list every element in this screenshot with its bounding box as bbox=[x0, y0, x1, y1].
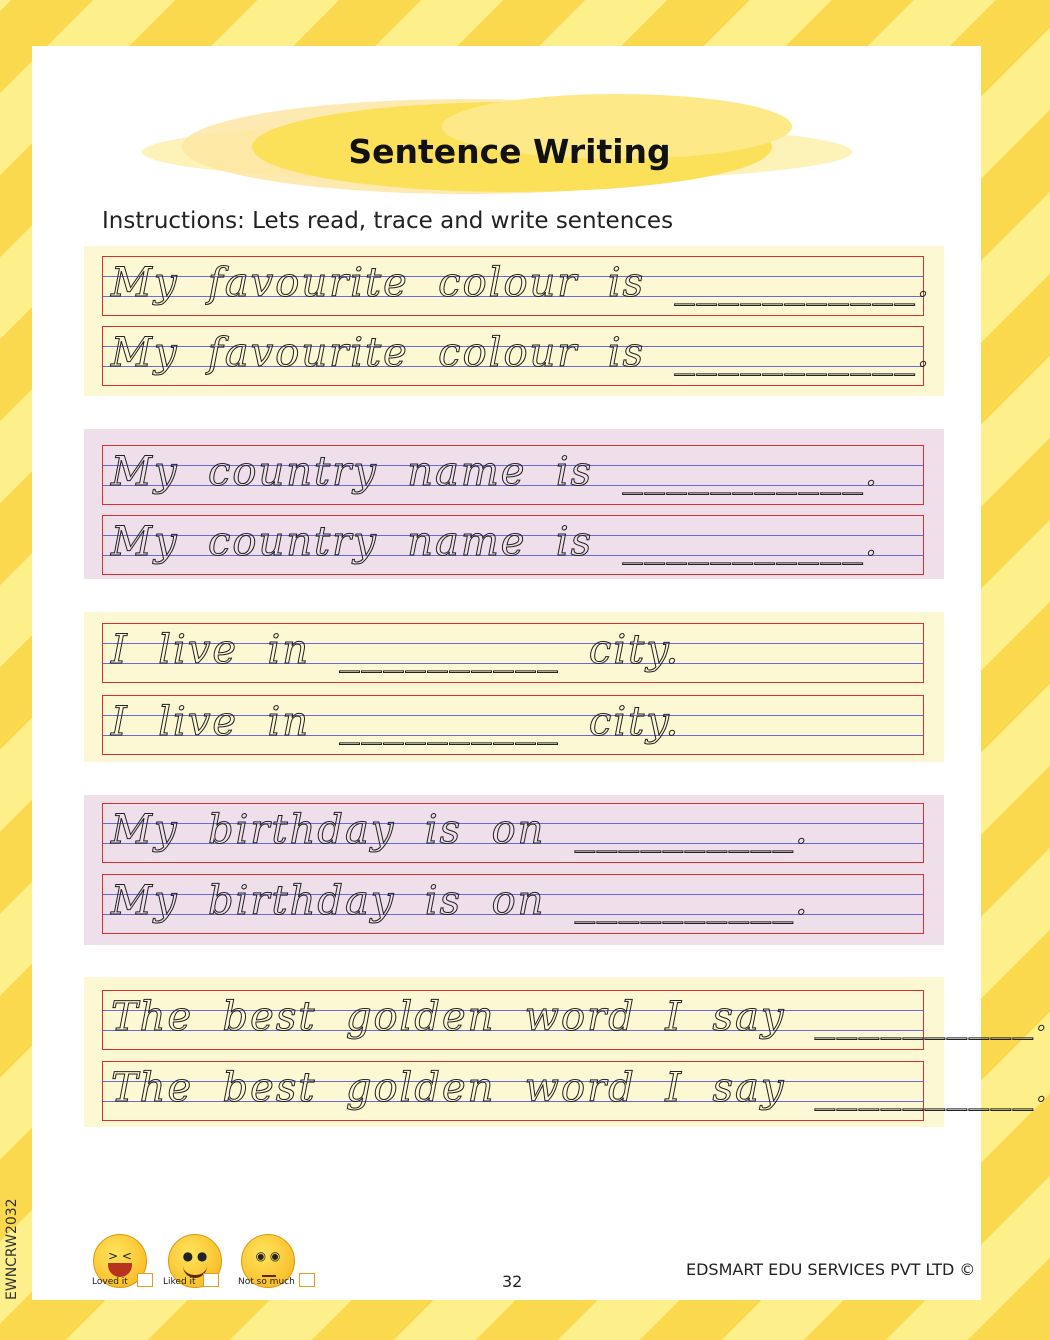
handwriting-line[interactable] bbox=[102, 990, 1050, 1050]
sentence-block bbox=[84, 429, 944, 579]
handwriting-line[interactable] bbox=[102, 515, 924, 575]
sentence-block bbox=[84, 977, 1050, 1127]
trace-sentence: My birthday is on __________. bbox=[111, 807, 810, 853]
page-title: Sentence Writing bbox=[348, 132, 671, 171]
handwriting-line[interactable] bbox=[102, 1061, 1050, 1121]
rating-checkbox-not-so-much[interactable] bbox=[299, 1273, 315, 1287]
handwriting-line[interactable] bbox=[102, 695, 924, 755]
trace-sentence: My favourite colour is ___________. bbox=[111, 330, 932, 376]
handwriting-line[interactable] bbox=[102, 803, 924, 863]
copyright-text: EDSMART EDU SERVICES PVT LTD © bbox=[686, 1260, 976, 1279]
rating-checkbox-liked[interactable] bbox=[203, 1273, 219, 1287]
sentence-block bbox=[84, 612, 944, 762]
trace-sentence: I live in __________ city. bbox=[111, 699, 681, 745]
confused-face-icon[interactable]: ◉ ◉ bbox=[241, 1234, 295, 1288]
handwriting-line[interactable] bbox=[102, 623, 924, 683]
trace-sentence: The best golden word I say __________. bbox=[111, 1065, 1050, 1111]
sentence-block bbox=[84, 246, 944, 396]
trace-sentence: My favourite colour is ___________. bbox=[111, 260, 932, 306]
handwriting-line[interactable] bbox=[102, 445, 924, 505]
trace-sentence: I live in __________ city. bbox=[111, 627, 681, 673]
title-banner bbox=[142, 94, 862, 204]
handwriting-line[interactable] bbox=[102, 256, 932, 316]
rating-label-liked: Liked it bbox=[163, 1277, 196, 1287]
page-number: 32 bbox=[502, 1272, 523, 1291]
instructions-text: Instructions: Lets read, trace and write sentences bbox=[102, 208, 674, 234]
rating-checkbox-loved[interactable] bbox=[137, 1273, 153, 1287]
rating-label-not-so-much: Not so much bbox=[238, 1277, 295, 1287]
product-code: EWNCRW2032 bbox=[4, 1198, 20, 1300]
rating-label-loved: Loved it bbox=[92, 1277, 128, 1287]
laughing-face-icon[interactable]: > < bbox=[93, 1234, 147, 1288]
sentence-block bbox=[84, 795, 944, 945]
trace-sentence: My birthday is on __________. bbox=[111, 878, 810, 924]
handwriting-line[interactable] bbox=[102, 326, 932, 386]
worksheet-page bbox=[32, 46, 1050, 1300]
trace-sentence: My country name is ___________. bbox=[111, 449, 880, 495]
smiling-face-icon[interactable]: ● ● bbox=[168, 1234, 222, 1288]
handwriting-line[interactable] bbox=[102, 874, 924, 934]
trace-sentence: The best golden word I say __________. bbox=[111, 994, 1050, 1040]
trace-sentence: My country name is ___________. bbox=[111, 519, 880, 565]
